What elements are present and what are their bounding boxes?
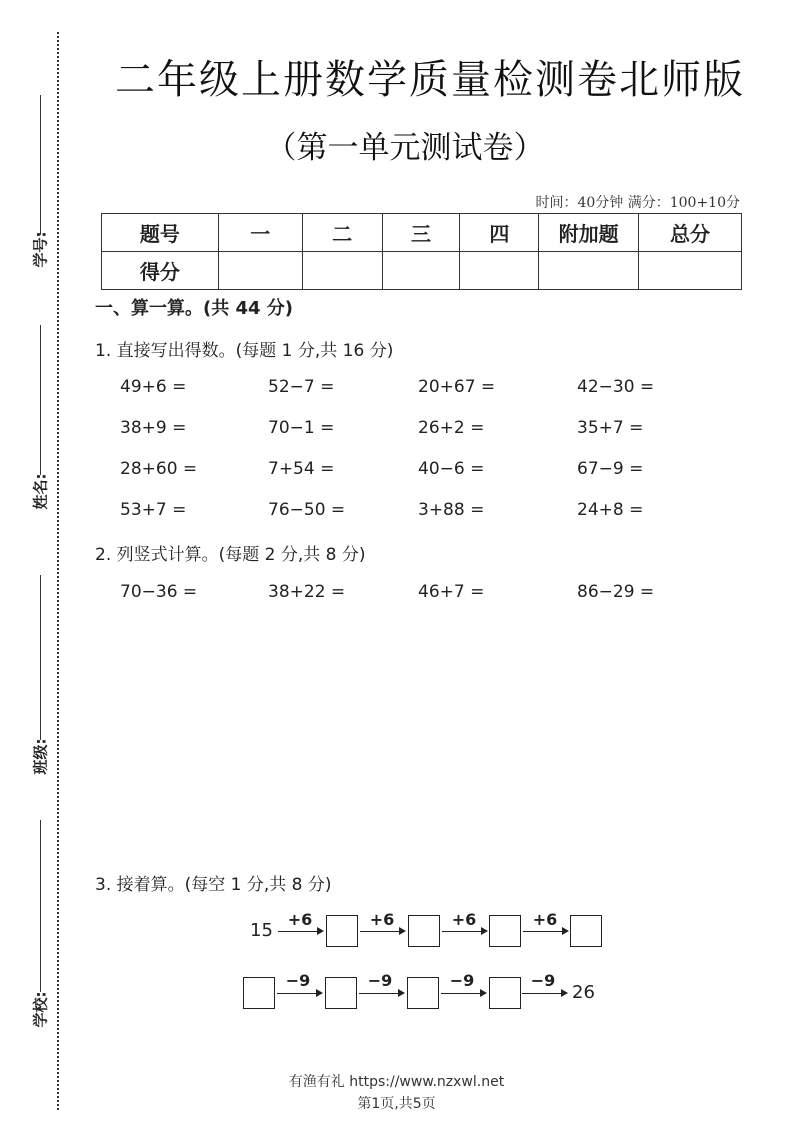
equation: 76−50 = bbox=[268, 500, 346, 520]
chain-op: −9 bbox=[449, 971, 475, 990]
equation: 42−30 = bbox=[577, 377, 655, 397]
vertical-calc-item: 46+7 = bbox=[418, 582, 485, 602]
equation: 70−1 = bbox=[268, 418, 335, 438]
answer-box[interactable] bbox=[243, 977, 275, 1009]
footer-site: 有渔有礼 https://www.nzxwl.net bbox=[288, 1074, 505, 1090]
score-cell[interactable] bbox=[382, 252, 460, 290]
equation: 49+6 = bbox=[120, 377, 187, 397]
arrow-icon bbox=[277, 993, 321, 994]
chain-1-start: 15 bbox=[250, 920, 273, 941]
header-cell: 二 bbox=[302, 214, 382, 252]
header-cell: 三 bbox=[382, 214, 460, 252]
class-line bbox=[40, 575, 41, 740]
answer-box[interactable] bbox=[570, 915, 602, 947]
student-name-line bbox=[40, 325, 41, 475]
equation: 67−9 = bbox=[577, 459, 644, 479]
student-number-label: 学号: bbox=[31, 231, 50, 268]
header-cell: 总分 bbox=[639, 214, 742, 252]
class-label: 班级: bbox=[31, 738, 50, 775]
score-cell[interactable] bbox=[460, 252, 539, 290]
student-name-field bbox=[14, 325, 58, 525]
header-cell: 四 bbox=[460, 214, 539, 252]
equation: 3+88 = bbox=[418, 500, 485, 520]
answer-box[interactable] bbox=[407, 977, 439, 1009]
exam-meta: 时间：40分钟 满分：100+10分 bbox=[535, 195, 740, 211]
vertical-calc-item: 86−29 = bbox=[577, 582, 655, 602]
student-number-field bbox=[14, 95, 58, 285]
question-2-title: 2. 列竖式计算。(每题 2 分,共 8 分) bbox=[95, 545, 366, 565]
answer-box[interactable] bbox=[326, 915, 358, 947]
arrow-icon bbox=[278, 931, 322, 932]
equation: 35+7 = bbox=[577, 418, 644, 438]
arrow-icon bbox=[360, 931, 404, 932]
class-field bbox=[14, 575, 58, 785]
school-line bbox=[40, 820, 41, 992]
answer-box[interactable] bbox=[408, 915, 440, 947]
student-name-label: 姓名: bbox=[31, 473, 50, 510]
vertical-calc-item: 38+22 = bbox=[268, 582, 346, 602]
score-cell[interactable] bbox=[639, 252, 742, 290]
arrow-icon bbox=[523, 931, 567, 932]
chain-op: +6 bbox=[369, 910, 395, 929]
chain-op: −9 bbox=[285, 971, 311, 990]
equation: 24+8 = bbox=[577, 500, 644, 520]
arrow-icon bbox=[442, 931, 486, 932]
equation: 38+9 = bbox=[120, 418, 187, 438]
page-subtitle: （第一单元测试卷） bbox=[265, 130, 545, 166]
header-cell: 一 bbox=[218, 214, 302, 252]
chain-op: −9 bbox=[367, 971, 393, 990]
school-field bbox=[14, 820, 58, 1040]
school-label: 学校: bbox=[31, 991, 50, 1028]
score-table-score-row bbox=[102, 252, 742, 290]
arrow-icon bbox=[359, 993, 403, 994]
answer-box[interactable] bbox=[489, 977, 521, 1009]
score-cell[interactable] bbox=[218, 252, 302, 290]
answer-box[interactable] bbox=[489, 915, 521, 947]
score-table-header-row bbox=[102, 214, 742, 252]
student-number-line bbox=[40, 95, 41, 235]
equation: 20+67 = bbox=[418, 377, 496, 397]
vertical-calc-item: 70−36 = bbox=[120, 582, 198, 602]
section-1-title: 一、算一算。(共 44 分) bbox=[95, 298, 294, 319]
equation: 7+54 = bbox=[268, 459, 335, 479]
footer-page-number: 第1页,共5页 bbox=[357, 1096, 436, 1112]
score-row-label: 得分 bbox=[102, 252, 219, 290]
header-cell: 附加题 bbox=[539, 214, 639, 252]
equation: 40−6 = bbox=[418, 459, 485, 479]
arrow-icon bbox=[522, 993, 566, 994]
score-table bbox=[101, 213, 742, 290]
score-cell[interactable] bbox=[302, 252, 382, 290]
header-cell: 题号 bbox=[102, 214, 219, 252]
chain-op: +6 bbox=[451, 910, 477, 929]
chain-op: −9 bbox=[530, 971, 556, 990]
arrow-icon bbox=[441, 993, 485, 994]
answer-box[interactable] bbox=[325, 977, 357, 1009]
equation: 53+7 = bbox=[120, 500, 187, 520]
chain-op: +6 bbox=[532, 910, 558, 929]
question-3-title: 3. 接着算。(每空 1 分,共 8 分) bbox=[95, 875, 332, 895]
equation: 52−7 = bbox=[268, 377, 335, 397]
chain-2-end: 26 bbox=[572, 982, 595, 1003]
question-1-title: 1. 直接写出得数。(每题 1 分,共 16 分) bbox=[95, 341, 394, 361]
equation: 28+60 = bbox=[120, 459, 198, 479]
score-cell[interactable] bbox=[539, 252, 639, 290]
equation: 26+2 = bbox=[418, 418, 485, 438]
page-title: 二年级上册数学质量检测卷北师版 bbox=[115, 57, 745, 103]
chain-op: +6 bbox=[287, 910, 313, 929]
